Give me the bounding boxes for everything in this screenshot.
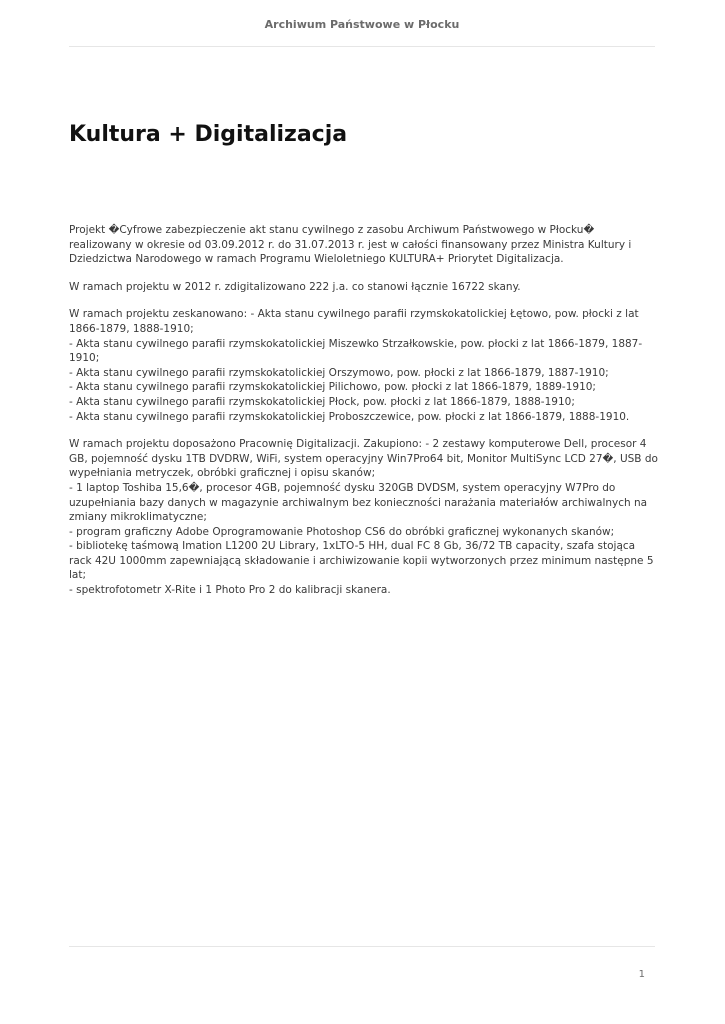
list-item: - Akta stanu cywilnego parafii rzymskokatolickiej Proboszczewice, pow. płocki z lat 1866-1879, 1888-1910. [69, 410, 630, 423]
paragraph-project-intro: Projekt �Cyfrowe zabezpieczenie akt stanu cywilnego z zasobu Archiwum Państwowego w Płocku� realizowany w okresie od 03.09.2012 r. do 31.07.2013 r. jest w całości finansowany przez Ministra Kultury i Dziedzictwa Narodowego w ramach Programu Wieloletniego KULTURA+ Priorytet Digitalizacja. [69, 224, 632, 266]
list-item: - program graficzny Adobe Oprogramowanie Photoshop CS6 do obróbki graficznej wykonanych skanów; [69, 525, 615, 538]
page-footer [69, 946, 655, 1024]
page-title: Kultura + Digitalizacja [69, 122, 348, 147]
page-header [69, 0, 655, 47]
paragraph-scanned-records [69, 307, 659, 424]
list-item: W ramach projektu doposażono Pracownię Digitalizacji. Zakupiono: - 2 zestawy komputerowe Dell, procesor 4 GB, pojemność dysku 1TB DVDRW, WiFi, system operacyjny Win7Pro64 bit, Monitor MultiSync LCD 27�, USB do wypełniania metryczek, obróbki graficznej i opisu skanów; [69, 438, 658, 480]
list-item: - spektrofotometr X-Rite i 1 Photo Pro 2 do kalibracji skanera. [69, 584, 391, 597]
list-item: - Akta stanu cywilnego parafii rzymskokatolickiej Miszewko Strzałkowskie, pow. płocki z lat 1866-1879, 1887-1910; [69, 337, 643, 365]
list-item: - 1 laptop Toshiba 15,6�, procesor 4GB, pojemność dysku 320GB DVDSM, system operacyjny W7Pro do uzupełniania bazy danych w magazynie archiwalnym bez konieczności narażania materiałów archiwalnych na zmiany mikroklimatyczne; [69, 481, 648, 524]
list-item: - Akta stanu cywilnego parafii rzymskokatolickiej Płock, pow. płocki z lat 1866-1879, 1888-1910; [69, 395, 575, 408]
article-body [69, 223, 659, 611]
list-item: - bibliotekę taśmową Imation L1200 2U Library, 1xLTO-5 HH, dual FC 8 Gb, 36/72 TB capacity, szafa stojąca rack 42U 1000mm zapewniającą składowanie i archiwizowanie kopii wytworzonych przez minimum następne 5 lat; [69, 540, 654, 582]
list-item: - Akta stanu cywilnego parafii rzymskokatolickiej Orszymowo, pow. płocki z lat 1866-1879, 1887-1910; [69, 366, 609, 379]
header-title: Archiwum Państwowe w Płocku [264, 18, 460, 31]
page-number: 1 [638, 969, 645, 980]
paragraph-equipment [69, 437, 659, 598]
paragraph-digitization-summary: W ramach projektu w 2012 r. zdigitalizowano 222 j.a. co stanowi łącznie 16722 skany. [69, 280, 521, 293]
list-item: - Akta stanu cywilnego parafii rzymskokatolickiej Pilichowo, pow. płocki z lat 1866-1879, 1889-1910; [69, 381, 596, 394]
list-item: W ramach projektu zeskanowano: - Akta stanu cywilnego parafii rzymskokatolickiej Łętowo, pow. płocki z lat 1866-1879, 1888-1910; [69, 308, 639, 335]
